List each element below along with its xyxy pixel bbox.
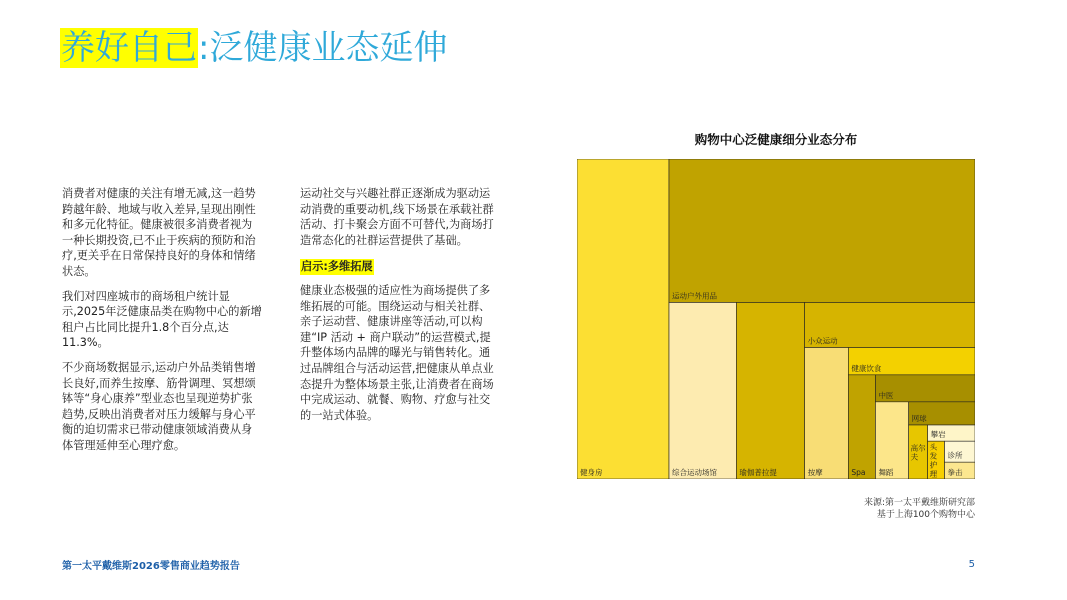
paragraph: 我们对四座城市的商场租户统计显示,2025年泛健康品类在购物中心的新增租户占比同比提升1.8个百分点,达11.3%。 (62, 289, 262, 350)
treemap-tile (848, 375, 875, 479)
treemap-tile (805, 348, 849, 479)
treemap-tile (945, 441, 975, 462)
title-rest: :泛健康业态延伸 (198, 28, 448, 68)
text-column-right (300, 186, 500, 432)
source-line: 来源:第一太平戴维斯研究部 (863, 498, 975, 508)
treemap-label: 综合运动场馆 (672, 468, 717, 477)
treemap-tile (805, 302, 975, 347)
page-number: 5 (968, 559, 975, 570)
treemap-label: 舞蹈 (878, 468, 894, 477)
treemap-label: 头发护理 (929, 442, 938, 479)
treemap-tile (928, 425, 975, 441)
paragraph: 消费者对健康的关注有增无减,这一趋势跨越年龄、地域与收入差异,呈现出刚性和多元化特征。健康被很多消费者视为一种长期投资,已不止于疾病的预防和治疗,更关乎在日常保持良好的身体和情绪状态。 (62, 187, 256, 278)
treemap-rect (669, 302, 736, 479)
treemap-rect (736, 302, 804, 479)
treemap-svg (577, 159, 975, 479)
source-line: 基于上海100个购物中心 (876, 510, 975, 520)
treemap-tile (736, 302, 804, 479)
paragraph: 运动社交与兴趣社群正逐渐成为驱动运动消费的重要动机,线下场景在承载社群活动、打卡聚会方面不可替代,为商场打造常态化的社群运营提供了基础。 (300, 187, 494, 247)
treemap-label: Spa (851, 468, 866, 477)
treemap-rect (669, 159, 975, 302)
treemap-label: 健康饮食 (851, 363, 882, 373)
paragraph: 不少商场数据显示,运动户外品类销售增长良好,而养生按摩、筋骨调理、冥想颂钵等“身心康养”型业态也呈现逆势扩张趋势,反映出消费者对压力缓解与身心平衡的迫切需求已带动健康领域消费从身体管理延伸至心理疗愈。 (62, 360, 256, 452)
paragraph: 健康业态极强的适应性为商场提供了多维拓展的可能。围绕运动与相关社群、亲子运动营、健康讲座等活动,可以构建“IP 活动 + 商户联动”的运营模式,提升整体场内品牌的曝光与销售转化。通过品牌组合与活动运营,把健康从单点业态提升为整体场景主张,让消费者在商场中完成运动、就餐、购物、疗愈与社交的一站式体验。 (300, 283, 494, 422)
treemap-label: 诊所 (947, 451, 963, 461)
title-highlight: 养好自己 (61, 28, 197, 68)
treemap-label: 高尔夫 (910, 443, 926, 462)
treemap-label: 运动户外用品 (672, 291, 717, 301)
treemap-label: 小众运动 (807, 336, 838, 346)
treemap-label: 按摩 (807, 468, 823, 477)
treemap-tile (909, 425, 928, 479)
treemap-tile (909, 402, 975, 425)
treemap-rect (805, 348, 849, 479)
treemap-tile (669, 302, 736, 479)
treemap-label: 瑜伽普拉提 (739, 468, 777, 477)
treemap-tile (875, 402, 908, 479)
page-title (60, 22, 447, 74)
treemap-label: 健身房 (580, 468, 603, 477)
treemap-chart (577, 159, 975, 479)
treemap-label: 攀岩 (930, 430, 946, 440)
treemap-label: 中医 (878, 390, 894, 400)
source-note (780, 497, 975, 521)
treemap-label: 网球 (911, 413, 927, 423)
treemap-rect (577, 159, 669, 479)
chart-title: 购物中心泛健康细分业态分布 (694, 132, 858, 147)
treemap-tile (848, 348, 975, 375)
treemap-tile (669, 159, 975, 302)
treemap-tile (875, 375, 975, 402)
text-column-left (62, 186, 262, 463)
treemap-rect (848, 375, 875, 479)
treemap-tile (945, 462, 975, 479)
treemap-tile (928, 441, 945, 479)
treemap-label: 拳击 (947, 468, 963, 477)
insight-badge: 启示:多维拓展 (301, 260, 373, 274)
report-title-footer: 第一太平戴维斯2026零售商业趋势报告 (62, 561, 240, 572)
treemap-tile (577, 159, 669, 479)
